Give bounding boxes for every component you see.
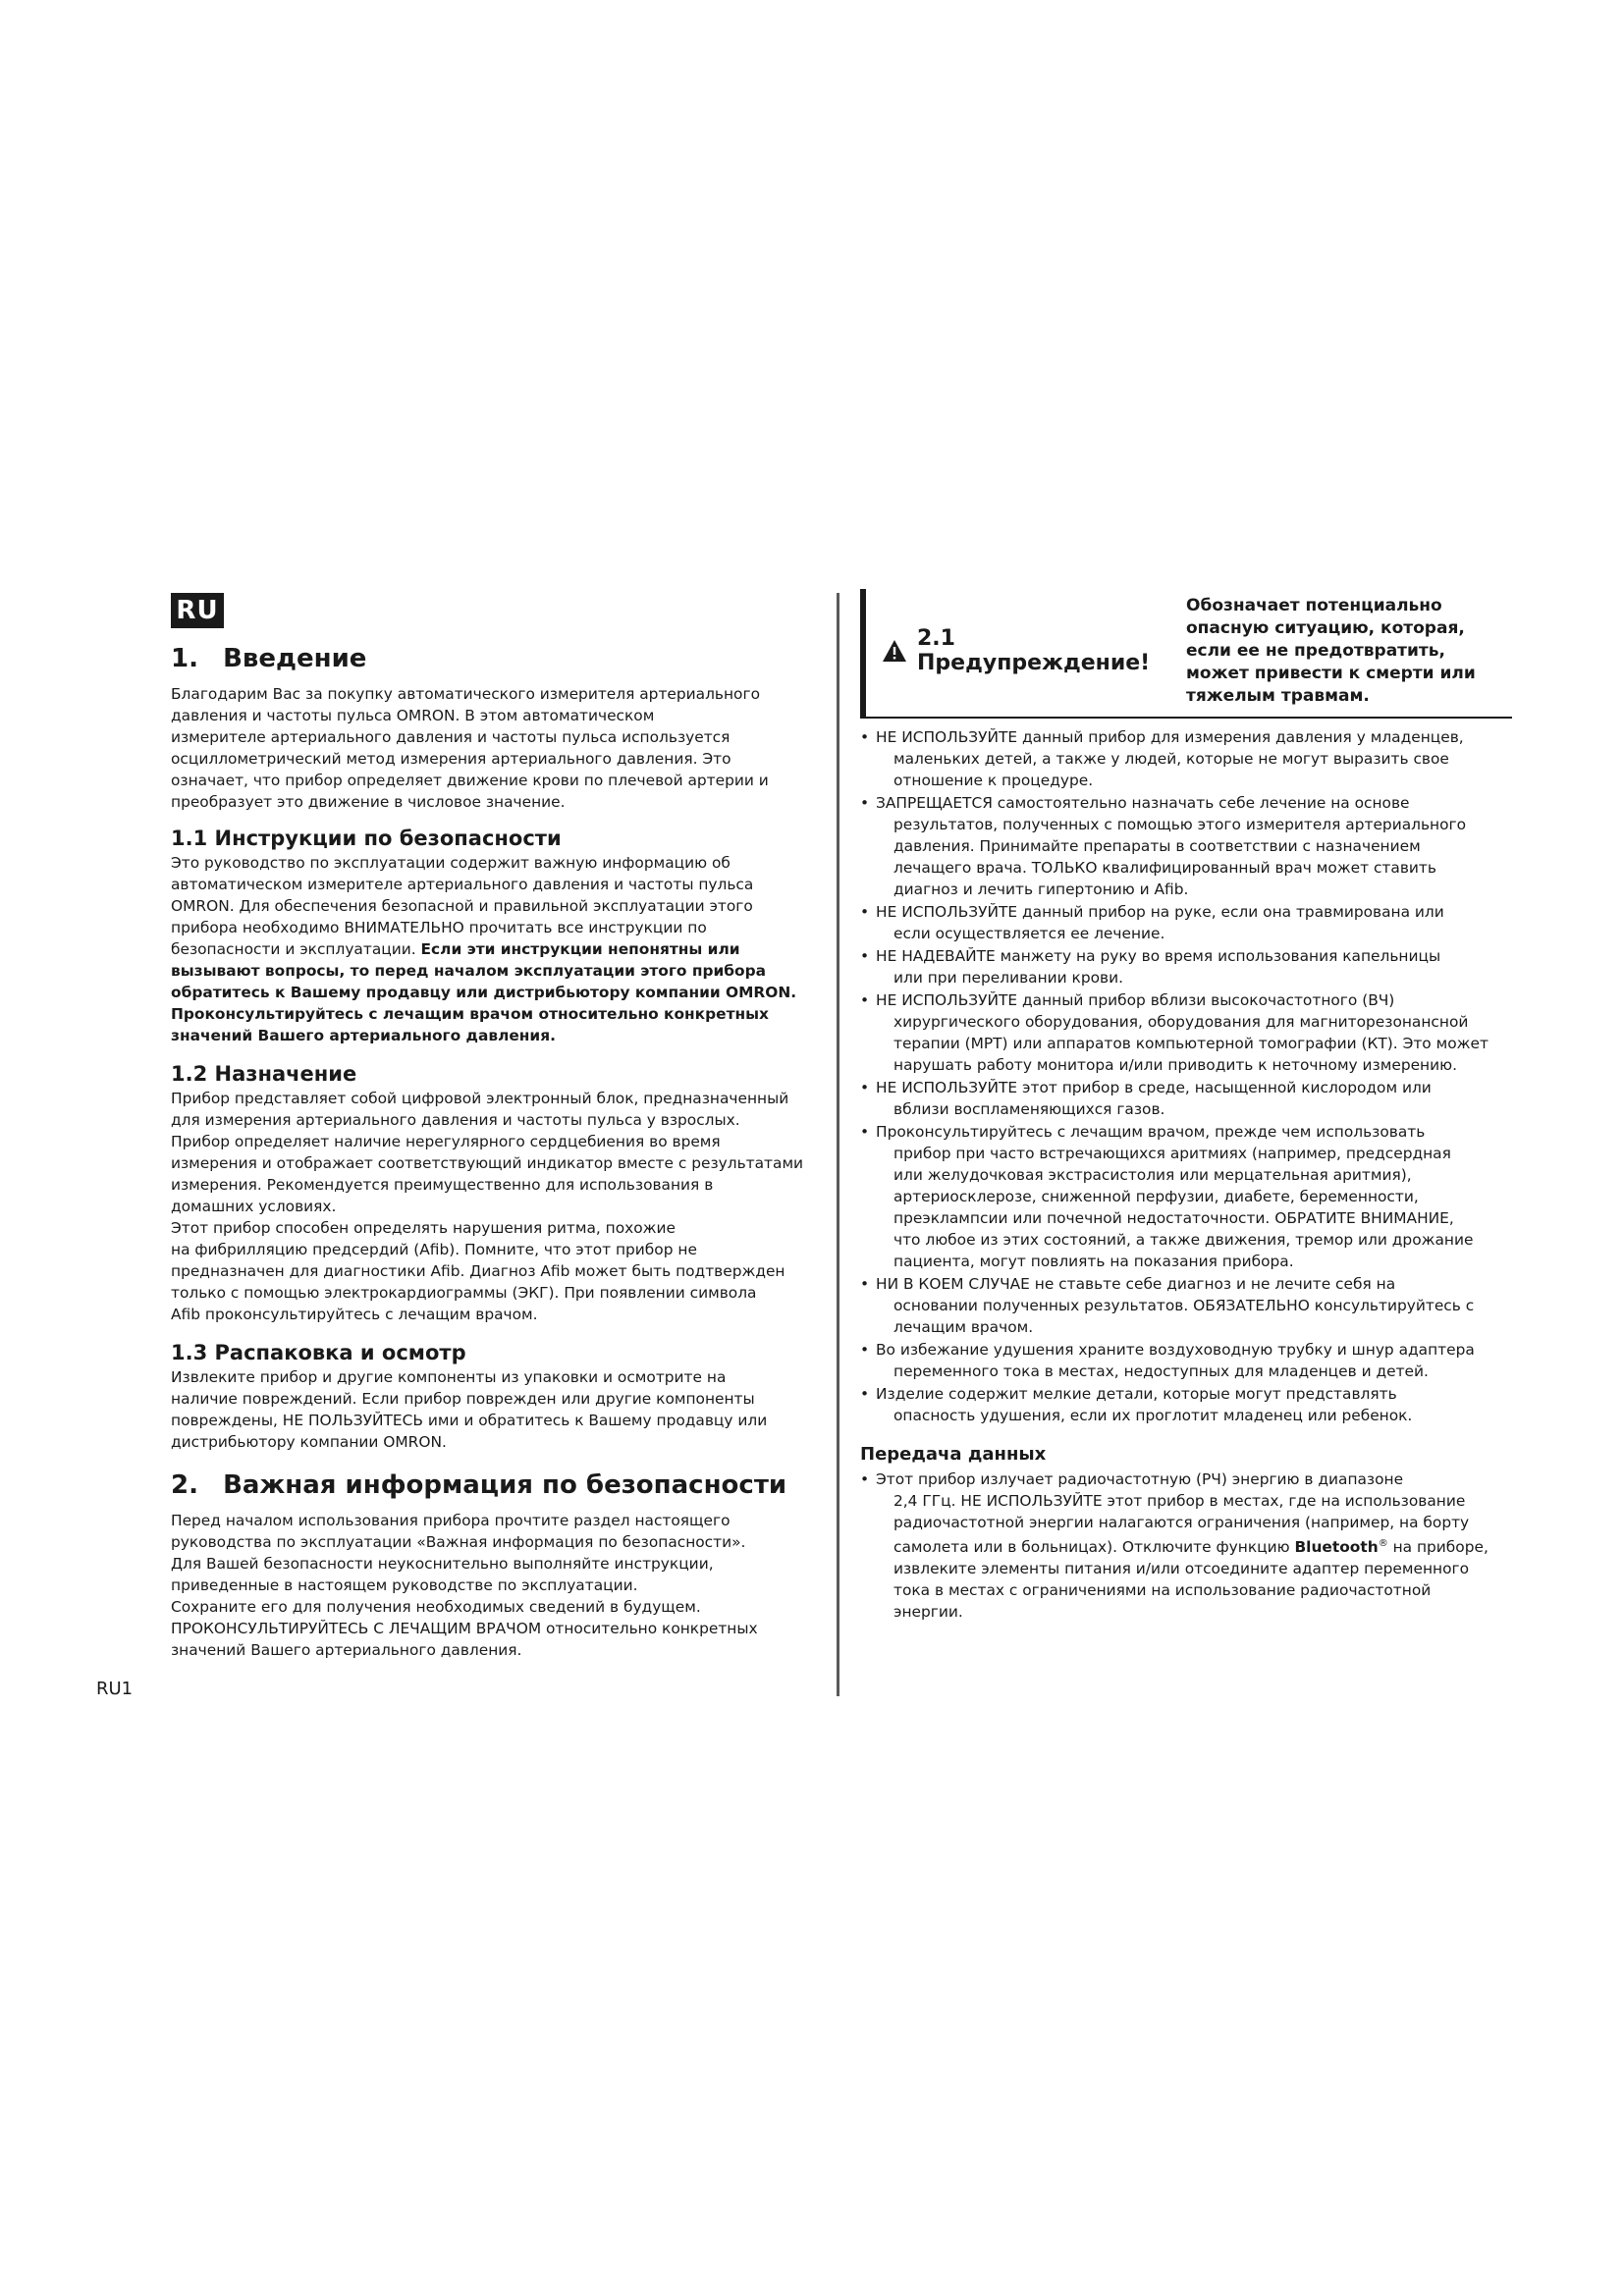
bold-text-line: обратитесь к Вашему продавцу или дистрибьютору компании OMRON. xyxy=(171,984,797,1001)
warning-triangle-icon xyxy=(882,639,907,663)
text-line: наличие повреждений. Если прибор поврежден или другие компоненты xyxy=(171,1390,755,1408)
text-line: радиочастотной энергии налагаются ограничения (например, на борту xyxy=(893,1514,1470,1531)
text-line: означает, что прибор определяет движение крови по плечевой артерии и xyxy=(171,772,769,789)
list-item xyxy=(860,901,1512,944)
text-line: Благодарим Вас за покупку автоматического измерителя артериального xyxy=(171,685,760,703)
intro-paragraph xyxy=(171,683,809,813)
list-item xyxy=(860,1121,1512,1272)
text-line: OMRON. Для обеспечения безопасной и правильной эксплуатации этого xyxy=(171,897,753,915)
text-line: на фибрилляцию предсердий (Afib). Помните, что этот прибор не xyxy=(171,1241,697,1258)
text-line: Обозначает потенциально xyxy=(1186,595,1442,615)
text-line: • ЗАПРЕЩАЕТСЯ самостоятельно назначать себе лечение на основе xyxy=(876,794,1410,812)
text-line: если ее не предотвратить, xyxy=(1186,640,1445,661)
bluetooth-label: Bluetooth xyxy=(1294,1538,1379,1557)
bold-text-line: значений Вашего артериального давления. xyxy=(171,1027,556,1044)
text-line: давления и частоты пульса OMRON. В этом автоматическом xyxy=(171,707,655,724)
text-line: извлеките элементы питания и/или отсоедините адаптер переменного xyxy=(893,1560,1470,1578)
purpose-paragraph xyxy=(171,1088,809,1325)
text-line: • Этот прибор излучает радиочастотную (РЧ) энергию в диапазоне xyxy=(876,1470,1404,1488)
section-1-number: 1. xyxy=(171,644,198,673)
text-line: лечащего врача. ТОЛЬКО квалифицированный врач может ставить xyxy=(893,859,1436,877)
text-line xyxy=(171,938,809,960)
text-line: основании полученных результатов. ОБЯЗАТЕЛЬНО консультируйтесь с xyxy=(893,1297,1475,1314)
text-line: вблизи воспламеняющихся газов. xyxy=(893,1100,1165,1118)
text-line: измерения. Рекомендуется преимущественно для использования в xyxy=(171,1176,714,1194)
section-1-title: Введение xyxy=(223,644,367,673)
text-line: может привести к смерти или xyxy=(1186,663,1476,683)
text-line: или желудочковая экстрасистолия или мерцательная аритмия), xyxy=(893,1166,1412,1184)
text-line: • НИ В КОЕМ СЛУЧАЕ не ставьте себе диагноз и не лечите себя на xyxy=(876,1275,1396,1293)
right-column xyxy=(860,589,1512,1624)
text-line: ПРОКОНСУЛЬТИРУЙТЕСЬ С ЛЕЧАЩИМ ВРАЧОМ относительно конкретных xyxy=(171,1620,758,1637)
text-line: нарушать работу монитора и/или приводить к неточному измерению. xyxy=(893,1056,1457,1074)
text-line: преэклампсии или почечной недостаточности. ОБРАТИТЕ ВНИМАНИЕ, xyxy=(893,1209,1454,1227)
left-column xyxy=(171,640,809,1661)
list-item xyxy=(860,1339,1512,1382)
text-line: преобразует это движение в числовое значение. xyxy=(171,793,566,811)
text-line: измерения и отображает соответствующий индикатор вместе с результатами xyxy=(171,1154,804,1172)
text-line: терапии (МРТ) или аппаратов компьютерной томографии (КТ). Это может xyxy=(893,1035,1489,1052)
text-line: дистрибьютору компании OMRON. xyxy=(171,1433,447,1451)
text-line: предназначен для диагностики Afib. Диагноз Afib может быть подтвержден xyxy=(171,1262,785,1280)
text-line: хирургического оборудования, оборудования для магниторезонансной xyxy=(893,1013,1469,1031)
text-line: автоматическом измерителе артериального давления и частоты пульса xyxy=(171,876,754,893)
data-transfer-heading: Передача данных xyxy=(860,1444,1047,1465)
text-line: пациента, могут повлиять на показания прибора. xyxy=(893,1253,1294,1270)
list-item xyxy=(860,792,1512,900)
text-line: тяжелым травмам. xyxy=(1186,685,1370,706)
text-line: маленьких детей, а также у людей, которые не могут выразить свое xyxy=(893,750,1449,768)
section-2-title: Важная информация по безопасности xyxy=(223,1470,787,1500)
text-line: • Проконсультируйтесь с лечащим врачом, прежде чем использовать xyxy=(876,1123,1426,1141)
text-line: переменного тока в местах, недоступных для младенцев и детей. xyxy=(893,1362,1429,1380)
text-line: Afib проконсультируйтесь с лечащим врачом. xyxy=(171,1306,538,1323)
text-line: приведенные в настоящем руководстве по эксплуатации. xyxy=(171,1576,638,1594)
list-item xyxy=(860,989,1512,1076)
list-item xyxy=(860,1273,1512,1338)
text-line: артериосклерозе, сниженной перфузии, диабете, беременности, xyxy=(893,1188,1419,1205)
text-line: давления. Принимайте препараты в соответствии с назначением xyxy=(893,837,1421,855)
bold-text-line: Проконсультируйтесь с лечащим врачом относительно конкретных xyxy=(171,1005,769,1023)
list-item xyxy=(860,726,1512,791)
text-line: опасность удушения, если их проглотит младенец или ребенок. xyxy=(893,1407,1413,1424)
warning-header xyxy=(860,589,1512,719)
text-span: безопасности и эксплуатации. xyxy=(171,940,421,958)
text-line: лечащим врачом. xyxy=(893,1318,1034,1336)
important-info-paragraph xyxy=(171,1510,809,1661)
section-1-2-heading: 1.2 Назначение xyxy=(171,1062,357,1086)
text-line: Извлеките прибор и другие компоненты из упаковки и осмотрите на xyxy=(171,1368,727,1386)
text-span: на приборе, xyxy=(1387,1538,1489,1557)
text-line: • НЕ ИСПОЛЬЗУЙТЕ этот прибор в среде, насыщенной кислородом или xyxy=(876,1079,1432,1096)
list-item xyxy=(860,1468,1512,1623)
page-number: RU1 xyxy=(96,1679,134,1699)
text-line: Это руководство по эксплуатации содержит важную информацию об xyxy=(171,854,731,872)
text-line: Прибор определяет наличие нерегулярного сердцебиения во время xyxy=(171,1133,721,1150)
text-line: повреждены, НЕ ПОЛЬЗУЙТЕСЬ ими и обратитесь к Вашему продавцу или xyxy=(171,1412,768,1429)
warning-title-text: 2.1 Предупреждение! xyxy=(917,626,1151,675)
text-line: Перед началом использования прибора прочтите раздел настоящего xyxy=(171,1512,731,1529)
text-line: Этот прибор способен определять нарушения ритма, похожие xyxy=(171,1219,677,1237)
registered-mark: ® xyxy=(1378,1538,1388,1549)
language-badge: RU xyxy=(171,593,224,628)
text-span: самолета или в больницах). Отключите функцию xyxy=(893,1538,1295,1557)
warning-definition xyxy=(1186,595,1512,708)
text-line: только с помощью электрокардиограммы (ЭКГ). При появлении символа xyxy=(171,1284,757,1302)
text-line: • Во избежание удушения храните воздуховодную трубку и шнур адаптера xyxy=(876,1341,1475,1359)
text-line: результатов, полученных с помощью этого измерителя артериального xyxy=(893,816,1467,833)
section-1-3-heading: 1.3 Распаковка и осмотр xyxy=(171,1341,466,1364)
text-line: прибор при часто встречающихся аритмиях (например, предсердная xyxy=(893,1145,1451,1162)
warning-title xyxy=(882,626,1186,675)
text-line: домашних условиях. xyxy=(171,1198,337,1215)
list-item xyxy=(860,945,1512,988)
text-line: энергии. xyxy=(893,1603,963,1622)
section-1-1-heading: 1.1 Инструкции по безопасности xyxy=(171,827,562,850)
text-line: диагноз и лечить гипертонию и Afib. xyxy=(893,881,1189,898)
bold-text-line: вызывают вопросы, то перед началом эксплуатации этого прибора xyxy=(171,962,766,980)
text-line: руководства по эксплуатации «Важная информация по безопасности». xyxy=(171,1533,746,1551)
text-line: опасную ситуацию, которая, xyxy=(1186,617,1465,638)
text-line: значений Вашего артериального давления. xyxy=(171,1641,522,1659)
text-line: прибора необходимо ВНИМАТЕЛЬНО прочитать все инструкции по xyxy=(171,919,707,936)
text-line: • Изделие содержит мелкие детали, которые могут представлять xyxy=(876,1385,1397,1403)
text-line xyxy=(876,1533,1512,1558)
text-line: • НЕ ИСПОЛЬЗУЙТЕ данный прибор для измерения давления у младенцев, xyxy=(876,728,1464,746)
list-item xyxy=(860,1383,1512,1426)
text-line: 2,4 ГГц. НЕ ИСПОЛЬЗУЙТЕ этот прибор в местах, где на использование xyxy=(893,1492,1466,1510)
safety-instructions-paragraph xyxy=(171,852,809,1046)
text-line: осциллометрический метод измерения артериального давления. Это xyxy=(171,750,731,768)
warning-list xyxy=(860,726,1512,1426)
text-line: Для Вашей безопасности неукоснительно выполняйте инструкции, xyxy=(171,1555,714,1573)
section-2-heading xyxy=(171,1467,809,1504)
text-line: что любое из этих состояний, а также движения, тремор или дрожание xyxy=(893,1231,1474,1249)
data-transfer-list xyxy=(860,1468,1512,1623)
text-line: Сохраните его для получения необходимых сведений в будущем. xyxy=(171,1598,701,1616)
text-line: или при переливании крови. xyxy=(893,969,1123,987)
text-line: если осуществляется ее лечение. xyxy=(893,925,1165,942)
bold-text-span: Если эти инструкции непонятны или xyxy=(420,940,740,958)
text-line: • НЕ ИСПОЛЬЗУЙТЕ данный прибор на руке, если она травмирована или xyxy=(876,903,1444,921)
text-line: • НЕ НАДЕВАЙТЕ манжету на руку во время использования капельницы xyxy=(876,947,1441,965)
section-2-number: 2. xyxy=(171,1470,198,1500)
column-divider xyxy=(837,593,839,1696)
section-1-heading xyxy=(171,640,809,677)
unpacking-paragraph xyxy=(171,1366,809,1453)
text-line: тока в местах с ограничениями на использование радиочастотной xyxy=(893,1581,1432,1600)
list-item xyxy=(860,1077,1512,1120)
text-line: измерителе артериального давления и частоты пульса используется xyxy=(171,728,731,746)
text-line: отношение к процедуре. xyxy=(893,772,1094,789)
text-line: • НЕ ИСПОЛЬЗУЙТЕ данный прибор вблизи высокочастотного (ВЧ) xyxy=(876,991,1395,1009)
text-line: для измерения артериального давления и частоты пульса у взрослых. xyxy=(171,1111,740,1129)
text-line: Прибор представляет собой цифровой электронный блок, предназначенный xyxy=(171,1090,789,1107)
